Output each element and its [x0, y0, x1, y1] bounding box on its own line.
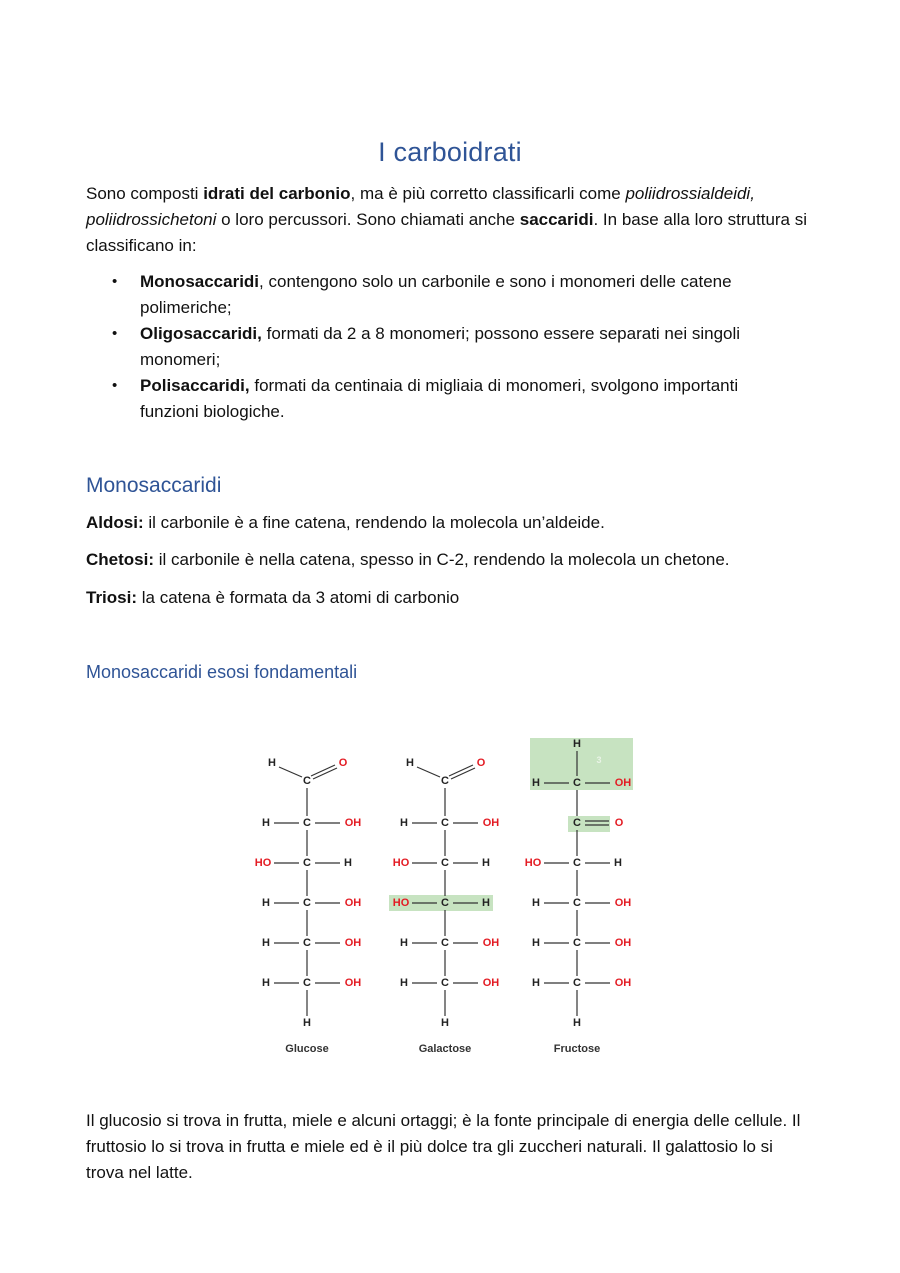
glucose-bottom-h: H: [303, 1017, 311, 1029]
fructose-c1-carbon: C: [573, 777, 581, 789]
galactose-c2-carbon: C: [441, 817, 449, 829]
galactose-c2-left-h: H: [400, 817, 408, 829]
galactose-c5-right-oh: OH: [482, 937, 500, 949]
glucose-c2-right-oh: OH: [344, 817, 362, 829]
glucose-aldehyde-c: C: [303, 775, 311, 787]
glucose-c6-right-oh: OH: [344, 977, 362, 989]
galactose-c4-carbon: C: [441, 897, 449, 909]
fructose-c1-left-h: H: [532, 777, 540, 789]
galactose-c3-carbon: C: [441, 857, 449, 869]
definition-triosi: [86, 585, 826, 611]
list-item: [86, 373, 786, 425]
glucose-aldehyde-h-bond: [279, 767, 302, 777]
galactose-aldehyde-o: O: [476, 757, 486, 769]
intro-text-1: Sono composti: [86, 184, 204, 203]
galactose-aldehyde-h-bond: [417, 767, 440, 777]
saccharide-class-list: [86, 269, 786, 425]
glucose-c2-carbon: C: [303, 817, 311, 829]
galactose-c4-right-h: H: [482, 897, 490, 909]
fructose-top-h: H: [573, 738, 581, 750]
glucose-c3-right-h: H: [344, 857, 352, 869]
definition-chetosi: [86, 547, 826, 573]
definition-text: la catena è formata da 3 atomi di carbonio: [137, 588, 460, 607]
list-item-bold: Monosaccaridi: [140, 272, 260, 291]
glucose-c6-left-h: H: [262, 977, 270, 989]
galactose-c4-left-ho: HO: [392, 897, 410, 909]
definition-aldosi: [86, 510, 826, 536]
galactose-c3-left-ho: HO: [392, 857, 410, 869]
closing-paragraph: Il glucosio si trova in frutta, miele e alcuni ortaggi; è la fonte principale di energia delle cellule. Il fruttosio lo si trova in frutta e miele ed è il più dolce tra gli zuccheri naturali. Il galattosio lo si trova nel latte.: [86, 1111, 801, 1182]
glucose-aldehyde-h: H: [268, 757, 276, 769]
intro-italic-1: poliidrossialdeidi, poliidrossichetoni: [86, 184, 755, 229]
bullet-icon: •: [112, 325, 118, 342]
fructose-c3-right-h: H: [614, 857, 622, 869]
glucose-c4-carbon: C: [303, 897, 311, 909]
list-item: [86, 321, 786, 373]
glucose-c4-left-h: H: [262, 897, 270, 909]
fructose-c1-right-oh: OH: [614, 777, 632, 789]
intro-text-4: . In base alla loro struttura si classificano in:: [86, 210, 808, 255]
glucose-c3-left-ho: HO: [254, 857, 272, 869]
fructose-c3-left-ho: HO: [524, 857, 542, 869]
galactose-c6-right-oh: OH: [482, 977, 500, 989]
fructose-c3-carbon: C: [573, 857, 581, 869]
definition-term: Aldosi:: [86, 513, 144, 532]
list-item-text: formati da centinaia di migliaia di monomeri, svolgono importanti funzioni biologiche.: [140, 376, 739, 421]
fructose-c4-left-h: H: [532, 897, 540, 909]
glucose-c4-right-oh: OH: [344, 897, 362, 909]
definition-term: Triosi:: [86, 588, 138, 607]
intro-bold-2: saccaridi: [519, 210, 594, 229]
fructose-c4-carbon: C: [573, 897, 581, 909]
list-item-bold: Polisaccaridi,: [140, 376, 250, 395]
fructose-c6-carbon: C: [573, 977, 581, 989]
fructose-caption: Fructose: [553, 1043, 601, 1055]
fructose-c2-carbon: C: [573, 817, 581, 829]
fructose-bottom-h: H: [573, 1017, 581, 1029]
fructose-c6-left-h: H: [532, 977, 540, 989]
glucose-caption: Glucose: [285, 1043, 329, 1055]
galactose-c5-carbon: C: [441, 937, 449, 949]
intro-paragraph: [86, 181, 816, 259]
definition-term: Chetosi:: [86, 550, 154, 569]
glucose-c2-left-h: H: [262, 817, 270, 829]
galactose-aldehyde-h: H: [406, 757, 414, 769]
list-item-text: , contengono solo un carbonile e sono i monomeri delle catene polimeriche;: [140, 272, 732, 317]
page-title: I carboidrati: [378, 137, 522, 167]
glucose-c5-right-oh: OH: [344, 937, 362, 949]
fructose-c5-right-oh: OH: [614, 937, 632, 949]
fructose-c4-right-oh: OH: [614, 897, 632, 909]
glucose-c3-carbon: C: [303, 857, 311, 869]
galactose-caption: Galactose: [418, 1043, 472, 1055]
definition-text: il carbonile è a fine catena, rendendo la molecola un’aldeide.: [143, 513, 605, 532]
glucose-aldehyde-o: O: [338, 757, 348, 769]
subsection-heading-esosi: Monosaccaridi esosi fondamentali: [86, 662, 358, 682]
intro-text-3: o loro percussori. Sono chiamati anche: [216, 210, 520, 229]
list-item-text: formati da 2 a 8 monomeri; possono essere separati nei singoli monomeri;: [140, 324, 741, 369]
galactose-bottom-h: H: [441, 1017, 449, 1029]
galactose-c2-right-oh: OH: [482, 817, 500, 829]
glucose-c5-left-h: H: [262, 937, 270, 949]
list-item: [86, 269, 786, 321]
hexose-structures-figure: [240, 730, 660, 1065]
glucose-c6-carbon: C: [303, 977, 311, 989]
bullet-icon: •: [112, 377, 118, 394]
fructose-c6-right-oh: OH: [614, 977, 632, 989]
galactose-aldehyde-c: C: [441, 775, 449, 787]
galactose-c3-right-h: H: [482, 857, 490, 869]
intro-bold-1: idrati del carbonio: [203, 184, 351, 203]
list-item-bold: Oligosaccaridi,: [140, 324, 262, 343]
intro-text-2: , ma è più corretto classificarli come: [350, 184, 626, 203]
galactose-c6-left-h: H: [400, 977, 408, 989]
fructose-c5-left-h: H: [532, 937, 540, 949]
galactose-c6-carbon: C: [441, 977, 449, 989]
glucose-c5-carbon: C: [303, 937, 311, 949]
fructose-c5-carbon: C: [573, 937, 581, 949]
fructose-carbonyl-o: O: [614, 817, 624, 829]
definition-text: il carbonile è nella catena, spesso in C-2, rendendo la molecola un chetone.: [154, 550, 730, 569]
section-heading-monosaccaridi: Monosaccaridi: [86, 474, 222, 497]
galactose-c5-left-h: H: [400, 937, 408, 949]
bullet-icon: •: [112, 273, 118, 290]
fructose-marker: 3: [596, 755, 602, 765]
